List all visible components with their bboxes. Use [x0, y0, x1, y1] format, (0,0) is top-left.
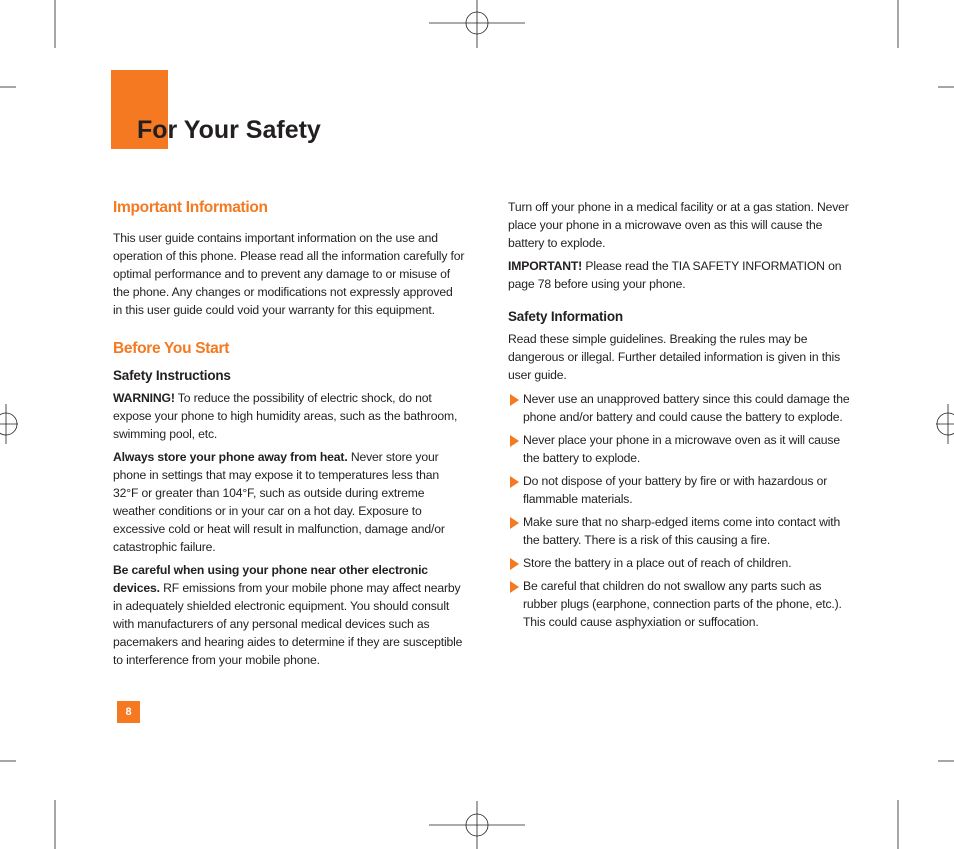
- bullet-arrow-icon: [510, 558, 519, 570]
- page-number: 8: [117, 701, 140, 723]
- before-you-start-heading: Before You Start: [113, 340, 230, 357]
- right-column: [508, 198, 853, 636]
- important-text: Please read the TIA SAFETY INFORMATION on page 78 before using your phone.: [508, 259, 842, 291]
- important-label: IMPORTANT!: [508, 259, 583, 273]
- devices-label: Be careful when using your phone near other electronic devices.: [113, 563, 428, 595]
- heat-label: Always store your phone away from heat.: [113, 450, 348, 464]
- registration-mark-bottom: [429, 801, 525, 849]
- list-item: Be careful that children do not swallow any parts such as rubber plugs (earphone, connection parts of the phone, etc.). This could cause asphyxiation or suffocation.: [508, 577, 853, 631]
- warning-text: To reduce the possibility of electric shock, do not expose your phone to high humidity areas, such as the bathroom, swimming pool, etc.: [113, 391, 458, 441]
- important-information-heading: Important Information: [113, 199, 268, 216]
- bullet-arrow-icon: [510, 581, 519, 593]
- registration-mark-left: [0, 404, 18, 444]
- list-item: Never place your phone in a microwave oven as it will cause the battery to explode.: [508, 431, 853, 467]
- devices-paragraph: [113, 561, 465, 669]
- list-item: Make sure that no sharp-edged items come into contact with the battery. There is a risk of this causing a fire.: [508, 513, 853, 549]
- list-item: Never use an unapproved battery since this could damage the phone and/or battery and could cause the battery to explode.: [508, 390, 853, 426]
- left-column: [113, 197, 465, 669]
- bullet-arrow-icon: [510, 394, 519, 406]
- list-item: Do not dispose of your battery by fire or with hazardous or flammable materials.: [508, 472, 853, 508]
- safety-bullet-list: [508, 390, 853, 631]
- important-paragraph: [508, 257, 853, 293]
- heat-paragraph: [113, 448, 465, 556]
- warning-label: WARNING!: [113, 391, 175, 405]
- registration-mark-top: [429, 0, 525, 48]
- bullet-arrow-icon: [510, 476, 519, 488]
- list-item: Store the battery in a place out of reach of children.: [508, 554, 853, 572]
- registration-mark-right: [936, 404, 954, 444]
- safety-information-heading: Safety Information: [508, 309, 623, 324]
- intro-paragraph: Turn off your phone in a medical facility or at a gas station. Never place your phone in a microwave oven as this will cause the battery to explode.: [508, 200, 849, 250]
- important-information-body: This user guide contains important information on the use and operation of this phone. Please read all the information carefully for optimal performance and to prevent any damage to or misuse of the phone. Any changes or modifications not expressly approved in this user guide could void your warranty for this equipment.: [113, 231, 465, 317]
- devices-text: RF emissions from your mobile phone may affect nearby in adequately shielded electronic equipment. You should consult with manufacturers of any personal medical devices such as pacemakers and hearing aides to determine if they are susceptible to interference from your mobile phone.: [113, 581, 463, 667]
- safety-information-body: Read these simple guidelines. Breaking the rules may be dangerous or illegal. Further detailed information is given in this user guide.: [508, 332, 841, 382]
- warning-paragraph: [113, 389, 465, 443]
- page-title: For Your Safety: [137, 116, 321, 144]
- bullet-arrow-icon: [510, 517, 519, 529]
- heat-text: Never store your phone in settings that may expose it to temperatures less than 32°F or greater than 104°F, such as outside during extreme weather conditions or in your car on a hot day. Exposure to excessive cold or heat will result in malfunction, damage and/or catastrophic failure.: [113, 450, 445, 554]
- bullet-arrow-icon: [510, 435, 519, 447]
- safety-instructions-heading: Safety Instructions: [113, 368, 231, 383]
